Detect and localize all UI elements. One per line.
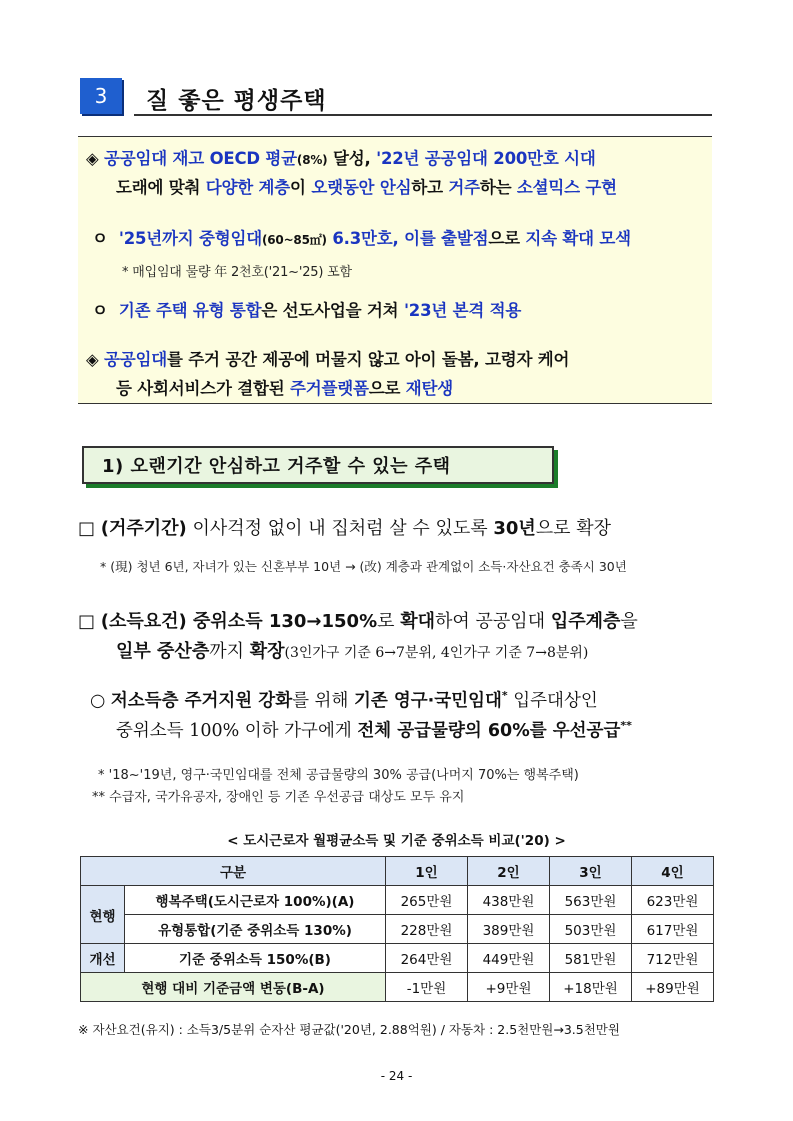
table-row xyxy=(81,886,714,915)
summary-line-1: ◈ 공공임대 재고 OECD 평균(8%) 달성, '22년 공공임대 200만호 시대 xyxy=(86,149,596,168)
table-row xyxy=(81,944,714,973)
table-row xyxy=(81,915,714,944)
circle-bullet-icon: ○ xyxy=(90,691,106,711)
paragraph-residence-period: □ (거주기간) 이사걱정 없이 내 집처럼 살 수 있도록 30년으로 확장 xyxy=(78,518,612,539)
table-cell: +89만원 xyxy=(632,973,714,1002)
section-underline xyxy=(134,114,712,116)
table-cell: 623만원 xyxy=(632,886,714,915)
subsection-title: 1) 오랜기간 안심하고 거주할 수 있는 주택 xyxy=(102,456,451,477)
paragraph-lowincome-line-2: 중위소득 100% 이하 가구에게 전체 공급물량의 60%를 우선공급** xyxy=(116,719,632,741)
summary-line-3: ㅇ '25년까지 중형임대(60~85㎡) 6.3만호, 이를 출발점으로 지속 확대 모색 xyxy=(92,229,631,248)
summary-line-5: ◈ 공공임대를 주거 공간 제공에 머물지 않고 아이 돌봄, 고령자 케어 xyxy=(86,350,570,369)
table-caption: < 도시근로자 월평균소득 및 기준 중위소득 비교('20) > xyxy=(227,833,566,849)
table-group-label: 개선 xyxy=(81,944,125,973)
paragraph-lowincome-note-2: ** 수급자, 국가유공자, 장애인 등 기존 우선공급 대상도 모두 유지 xyxy=(92,790,465,805)
table-header-cell: 4인 xyxy=(632,857,714,886)
table-cell: 449만원 xyxy=(468,944,550,973)
summary-line-4: ㅇ 기존 주택 유형 통합은 선도사업을 거쳐 '23년 본격 적용 xyxy=(92,301,522,320)
table-cell: 503만원 xyxy=(550,915,632,944)
table-cell: 228만원 xyxy=(386,915,468,944)
table-cell: 265만원 xyxy=(386,886,468,915)
paragraph-income-line-2: 일부 중산층까지 확장(3인가구 기준 6→7분위, 4인가구 기준 7→8분위) xyxy=(116,641,589,662)
circle-bullet-icon: ㅇ xyxy=(92,301,108,320)
table-group-label: 현행 xyxy=(81,886,125,944)
table-row-label: 기준 중위소득 150%(B) xyxy=(125,944,386,973)
summary-line-6: 등 사회서비스가 결합된 주거플랫폼으로 재탄생 xyxy=(116,379,453,398)
table-row-label: 유형통합(기준 중위소득 130%) xyxy=(125,915,386,944)
income-comparison-table xyxy=(80,856,714,1002)
summary-line-2: 도래에 맞춰 다양한 계층이 오랫동안 안심하고 거주하는 소셜믹스 구현 xyxy=(116,178,617,197)
summary-box xyxy=(78,136,712,404)
checkbox-bullet-icon: □ xyxy=(78,518,96,539)
circle-bullet-icon: ㅇ xyxy=(92,229,108,248)
table-cell: 264만원 xyxy=(386,944,468,973)
table-row-label: 행복주택(도시근로자 100%)(A) xyxy=(125,886,386,915)
summary-note: * 매입임대 물량 年 2천호('21~'25) 포함 xyxy=(122,265,352,280)
table-header-cell: 2인 xyxy=(468,857,550,886)
table-cell: 389만원 xyxy=(468,915,550,944)
paragraph-lowincome-line-1: ○ 저소득층 주거지원 강화를 위해 기존 영구·국민임대* 입주대상인 xyxy=(90,689,598,711)
paragraph-lowincome-note-1: * '18~'19년, 영구·국민임대를 전체 공급물량의 30% 공급(나머지 70%는 행복주택) xyxy=(98,768,579,783)
table-cell: 438만원 xyxy=(468,886,550,915)
asset-requirement-footnote: ※ 자산요건(유지) : 소득3/5분위 순자산 평균값('20년, 2.88억원) / 자동차 : 2.5천만원→3.5천만원 xyxy=(78,1022,620,1037)
diamond-bullet-icon: ◈ xyxy=(86,149,99,168)
table-header-row xyxy=(81,857,714,886)
table-cell: 563만원 xyxy=(550,886,632,915)
diamond-bullet-icon: ◈ xyxy=(86,350,99,369)
table-cell: +18만원 xyxy=(550,973,632,1002)
table-cell: 712만원 xyxy=(632,944,714,973)
table-header-cell: 1인 xyxy=(386,857,468,886)
table-cell: -1만원 xyxy=(386,973,468,1002)
table-cell: 617만원 xyxy=(632,915,714,944)
table-header-cell: 구분 xyxy=(81,857,386,886)
section-number: 3 xyxy=(80,78,122,114)
table-cell: +9만원 xyxy=(468,973,550,1002)
paragraph-residence-note: * (現) 청년 6년, 자녀가 있는 신혼부부 10년 → (改) 계층과 관계없이 소득·자산요건 충족시 30년 xyxy=(100,559,627,574)
paragraph-income-line-1: □ (소득요건) 중위소득 130→150%로 확대하여 공공임대 입주계층을 xyxy=(78,611,638,632)
table-row-label: 현행 대비 기준금액 변동(B-A) xyxy=(81,973,386,1002)
table-cell: 581만원 xyxy=(550,944,632,973)
section-title: 질 좋은 평생주택 xyxy=(146,88,327,114)
page-number: - 24 - xyxy=(380,1069,413,1083)
table-header-cell: 3인 xyxy=(550,857,632,886)
table-row xyxy=(81,973,714,1002)
section-header xyxy=(80,78,712,118)
checkbox-bullet-icon: □ xyxy=(78,611,96,632)
subsection-title-box xyxy=(82,446,554,484)
